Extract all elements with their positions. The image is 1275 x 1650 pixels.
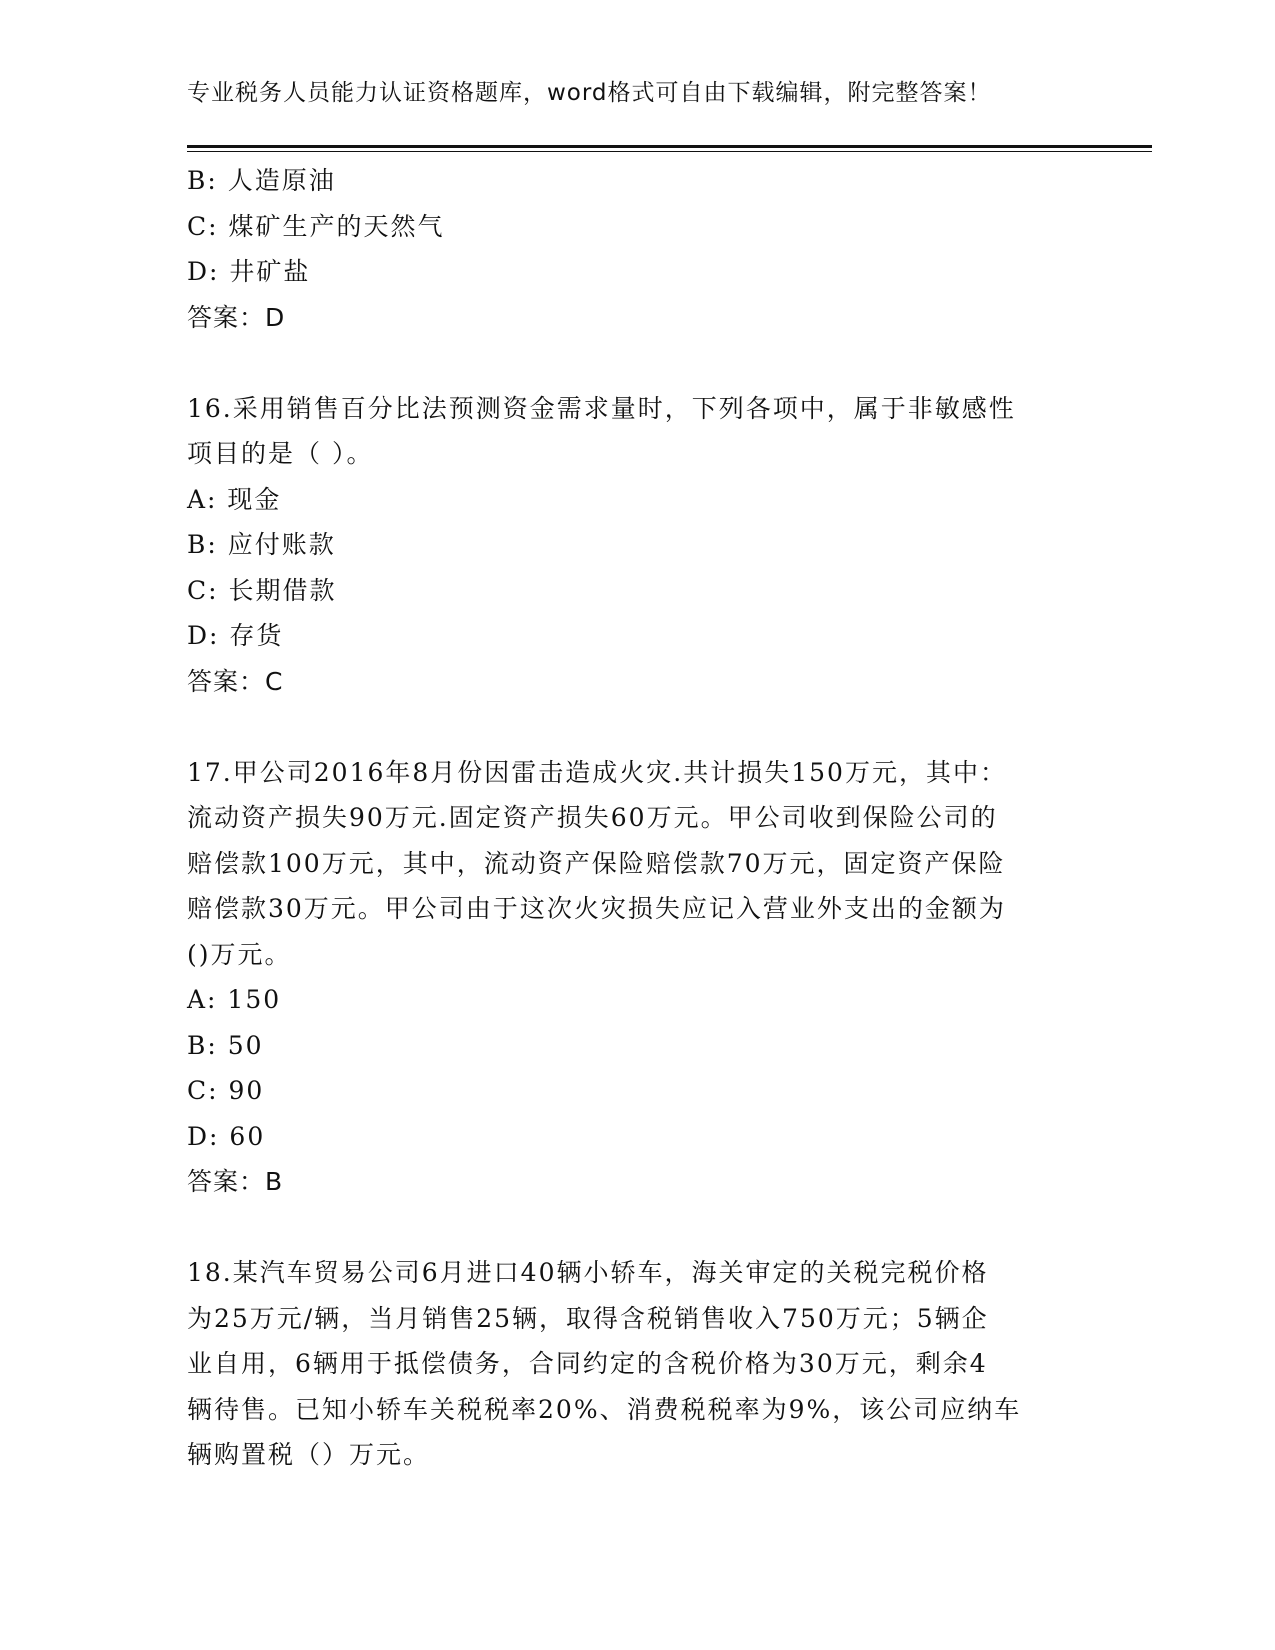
question-text-line: 流动资产损失90万元.固定资产损失60万元。甲公司收到保险公司的: [187, 803, 998, 832]
spacer: [187, 704, 1087, 750]
question-text-line: 赔偿款100万元，其中，流动资产保险赔偿款70万元，固定资产保险: [187, 848, 1006, 878]
question-text-line: 为25万元/辆，当月销售25辆，取得含税销售收入750万元；5辆企: [187, 1303, 989, 1333]
spacer: [187, 1205, 1087, 1251]
question-text-line: 16.采用销售百分比法预测资金需求量时，下列各项中，属于非敏感性: [187, 393, 1016, 423]
option-c: C: 长期借款: [187, 575, 337, 605]
header-divider-thick: [187, 145, 1152, 148]
question-text-line: ()万元。: [187, 939, 292, 969]
question-text-line: 业自用，6辆用于抵偿债务，合同约定的含税价格为30万元，剩余4: [187, 1349, 988, 1378]
question-16: [187, 386, 1087, 705]
option-a: A: 现金: [187, 484, 282, 514]
question-text-line: 赔偿款30万元。甲公司由于这次火灾损失应记入营业外支出的金额为: [187, 894, 1006, 923]
option-d: D: 存货: [187, 621, 284, 650]
question-18: [187, 1250, 1087, 1478]
question-text-line: 辆待售。已知小轿车关税税率20%、消费税税率为9%，该公司应纳车: [187, 1394, 1022, 1424]
option-b: B: 50: [187, 1030, 264, 1060]
question-15: [187, 158, 1087, 340]
page-header: 专业税务人员能力认证资格题库，word格式可自由下载编辑，附完整答案！: [187, 80, 992, 106]
question-text-line: 17.甲公司2016年8月份因雷击造成火灾.共计损失150万元，其中：: [187, 757, 1007, 787]
spacer: [187, 340, 1087, 386]
header-divider-thin: [187, 151, 1152, 152]
option-b: B: 人造原油: [187, 166, 336, 195]
option-d: D: 60: [187, 1121, 266, 1151]
option-a: A: 150: [187, 985, 282, 1014]
option-c: C: 90: [187, 1076, 265, 1105]
answer: 答案：B: [187, 1167, 284, 1196]
question-17: [187, 750, 1087, 1205]
question-text-line: 辆购置税（）万元。: [187, 1440, 431, 1469]
option-b: B: 应付账款: [187, 530, 336, 559]
option-c: C: 煤矿生产的天然气: [187, 211, 445, 241]
answer: 答案：C: [187, 666, 284, 696]
option-d: D: 井矿盐: [187, 257, 311, 286]
question-text-line: 18.某汽车贸易公司6月进口40辆小轿车，海关审定的关税完税价格: [187, 1258, 989, 1287]
question-content: [187, 158, 1087, 1478]
question-text-line: 项目的是（ ）。: [187, 439, 374, 468]
answer: 答案：D: [187, 302, 286, 332]
